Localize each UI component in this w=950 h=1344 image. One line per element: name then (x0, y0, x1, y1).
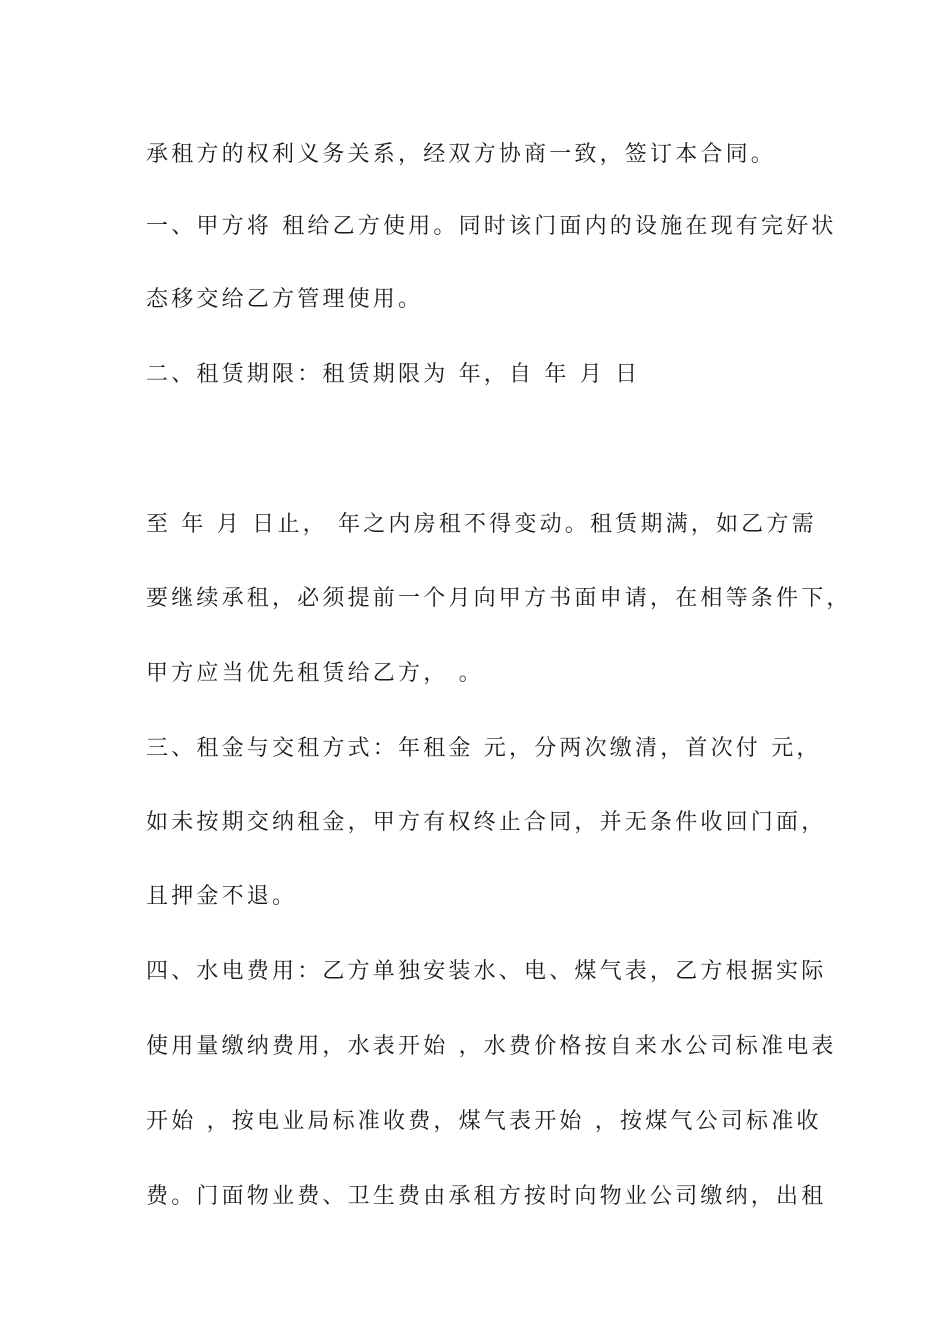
text-line-9: 如未按期交纳租金，甲方有权终止合同，并无条件收回门面， (146, 810, 827, 835)
text-line-10: 且押金不退。 (146, 884, 298, 909)
text-line-13: 开始 ，按电业局标准收费，煤气表开始 ，按煤气公司标准收 (146, 1109, 822, 1134)
text-line-1: 承租方的权利义务关系，经双方协商一致，签订本合同。 (146, 142, 777, 167)
text-line-3: 态移交给乙方管理使用。 (146, 287, 424, 312)
text-line-5: 至 年 月 日止， 年之内房租不得变动。租赁期满，如乙方需 (146, 512, 817, 537)
text-line-11: 四、水电费用：乙方单独安装水、电、煤气表，乙方根据实际 (146, 959, 827, 984)
text-line-6: 要继续承租，必须提前一个月向甲方书面申请，在相等条件下， (146, 586, 852, 611)
text-line-2: 一、甲方将 租给乙方使用。同时该门面内的设施在现有完好状 (146, 214, 837, 239)
text-line-14: 费。门面物业费、卫生费由承租方按时向物业公司缴纳，出租 (146, 1184, 827, 1209)
text-line-12: 使用量缴纳费用，水表开始 ，水费价格按自来水公司标准电表 (146, 1034, 837, 1059)
text-line-8: 三、租金与交租方式：年租金 元，分两次缴清，首次付 元， (146, 736, 822, 761)
text-line-7: 甲方应当优先租赁给乙方， 。 (146, 661, 484, 686)
text-line-4: 二、租赁期限：租赁期限为 年，自 年 月 日 (146, 362, 641, 387)
